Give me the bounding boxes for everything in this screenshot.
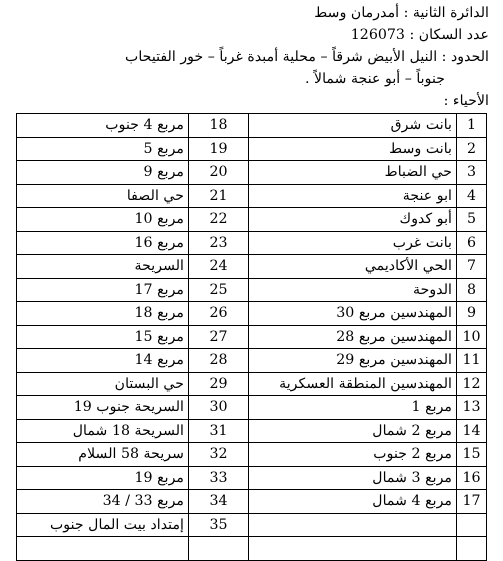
right-neighborhood-name (249, 537, 457, 561)
table-row (17, 490, 487, 514)
neighborhoods-label: الأحياء : (443, 93, 489, 109)
left-neighborhood-number: 23 (189, 231, 249, 255)
right-neighborhood-number (457, 537, 487, 561)
right-neighborhood-name: مربع 2 جنوب (249, 443, 457, 467)
right-neighborhood-name: مربع 2 شمال (249, 419, 457, 443)
right-neighborhood-name: مربع 1 (249, 396, 457, 420)
right-neighborhood-number: 8 (457, 278, 487, 302)
left-neighborhood-number: 30 (189, 396, 249, 420)
left-neighborhood-number: 26 (189, 302, 249, 326)
neighborhoods-table (16, 113, 487, 561)
right-neighborhood-number: 1 (457, 114, 487, 138)
left-neighborhood-number: 29 (189, 372, 249, 396)
table-row (17, 349, 487, 373)
right-neighborhood-number: 5 (457, 208, 487, 232)
right-neighborhood-number: 17 (457, 490, 487, 514)
right-neighborhood-name: المهندسين مربع 28 (249, 325, 457, 349)
left-neighborhood-number: 35 (189, 513, 249, 537)
table-row (17, 372, 487, 396)
left-neighborhood-name: مربع 19 (17, 466, 189, 490)
left-neighborhood-name: مربع 16 (17, 231, 189, 255)
right-neighborhood-number: 13 (457, 396, 487, 420)
left-neighborhood-name: مربع 4 جنوب (17, 114, 189, 138)
table-row (17, 443, 487, 467)
right-neighborhood-name: المهندسين المنطقة العسكرية (249, 372, 457, 396)
borders-line: الحدود : النيل الأبيض شرقاً – محلية أمبدة غرباً – خور الفتيحاب (124, 49, 489, 65)
right-neighborhood-number: 2 (457, 137, 487, 161)
table-row (17, 208, 487, 232)
right-neighborhood-name: المهندسين مربع 29 (249, 349, 457, 373)
left-neighborhood-name: مربع 9 (17, 161, 189, 185)
left-neighborhood-number: 33 (189, 466, 249, 490)
table-row (17, 184, 487, 208)
left-neighborhood-number: 24 (189, 255, 249, 279)
left-neighborhood-name: حي البستان (17, 372, 189, 396)
table-row (17, 513, 487, 537)
right-neighborhood-number: 6 (457, 231, 487, 255)
table-row (17, 114, 487, 138)
left-neighborhood-name: مربع 18 (17, 302, 189, 326)
right-neighborhood-name: بانت وسط (249, 137, 457, 161)
table-row (17, 466, 487, 490)
left-neighborhood-name: مربع 10 (17, 208, 189, 232)
left-neighborhood-number: 18 (189, 114, 249, 138)
right-neighborhood-name: مربع 4 شمال (249, 490, 457, 514)
right-neighborhood-number: 16 (457, 466, 487, 490)
left-neighborhood-name: مربع 17 (17, 278, 189, 302)
left-neighborhood-number: 19 (189, 137, 249, 161)
table-row (17, 302, 487, 326)
right-neighborhood-name (249, 513, 457, 537)
left-neighborhood-name: مربع 14 (17, 349, 189, 373)
right-neighborhood-name: بانت شرق (249, 114, 457, 138)
left-neighborhood-number: 25 (189, 278, 249, 302)
left-neighborhood-name: السريحة جنوب 19 (17, 396, 189, 420)
table-row (17, 325, 487, 349)
left-neighborhood-number: 28 (189, 349, 249, 373)
right-neighborhood-name: الدوحة (249, 278, 457, 302)
right-neighborhood-name: مربع 3 شمال (249, 466, 457, 490)
left-neighborhood-name: مربع 5 (17, 137, 189, 161)
left-neighborhood-name: سريحة 58 السلام (17, 443, 189, 467)
right-neighborhood-name: بانت غرب (249, 231, 457, 255)
left-neighborhood-number (189, 537, 249, 561)
neighborhoods-table-body (17, 114, 487, 561)
table-row (17, 278, 487, 302)
left-neighborhood-number: 22 (189, 208, 249, 232)
left-neighborhood-number: 20 (189, 161, 249, 185)
right-neighborhood-number (457, 513, 487, 537)
table-row (17, 419, 487, 443)
right-neighborhood-number: 10 (457, 325, 487, 349)
table-row (17, 231, 487, 255)
left-neighborhood-name: حي الصفا (17, 184, 189, 208)
right-neighborhood-number: 4 (457, 184, 487, 208)
left-neighborhood-number: 21 (189, 184, 249, 208)
population-line: عدد السكان : 126073 (350, 27, 489, 43)
right-neighborhood-number: 7 (457, 255, 487, 279)
left-neighborhood-name (17, 537, 189, 561)
right-neighborhood-number: 15 (457, 443, 487, 467)
right-neighborhood-number: 9 (457, 302, 487, 326)
left-neighborhood-name: إمتداد بيت المال جنوب (17, 513, 189, 537)
right-neighborhood-name: أبو كدوك (249, 208, 457, 232)
left-neighborhood-name: مربع 15 (17, 325, 189, 349)
right-neighborhood-number: 12 (457, 372, 487, 396)
left-neighborhood-name: مربع 33 / 34 (17, 490, 189, 514)
left-neighborhood-name: السريحة 18 شمال (17, 419, 189, 443)
right-neighborhood-name: ابو عنجة (249, 184, 457, 208)
document-header (8, 2, 489, 112)
right-neighborhood-name: الحي الأكاديمي (249, 255, 457, 279)
left-neighborhood-number: 27 (189, 325, 249, 349)
table-row (17, 137, 487, 161)
table-row (17, 255, 487, 279)
right-neighborhood-number: 11 (457, 349, 487, 373)
borders-line-continued: جنوباً – أبو عنجة شمالاً . (304, 71, 445, 87)
left-neighborhood-name: السريحة (17, 255, 189, 279)
right-neighborhood-name: المهندسين مربع 30 (249, 302, 457, 326)
right-neighborhood-number: 3 (457, 161, 487, 185)
table-row (17, 537, 487, 561)
right-neighborhood-number: 14 (457, 419, 487, 443)
district-title: الدائرة الثانية : أمدرمان وسط (314, 5, 489, 21)
left-neighborhood-number: 34 (189, 490, 249, 514)
right-neighborhood-name: حي الضباط (249, 161, 457, 185)
left-neighborhood-number: 32 (189, 443, 249, 467)
left-neighborhood-number: 31 (189, 419, 249, 443)
table-row (17, 161, 487, 185)
table-row (17, 396, 487, 420)
